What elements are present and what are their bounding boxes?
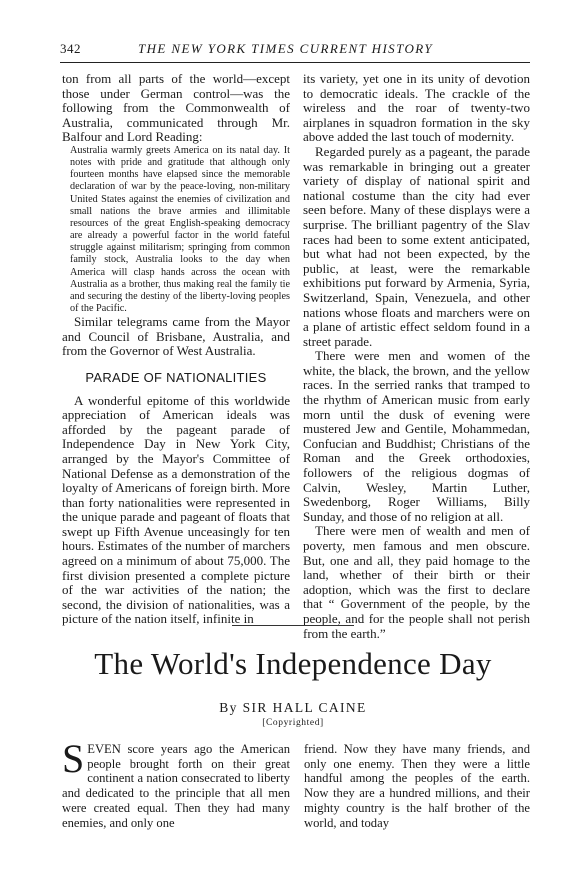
section-heading: PARADE OF NATIONALITIES [85,369,267,385]
left-paragraph-1: ton from all parts of the world—except those under German control—was the following from the Commonwealth of Australia, communicated through Mr. Balfour and Lord Reading: [62,71,290,145]
article-text-left: EVEN score years ago the American people brought forth on their great continent a nation consecrated to liberty and dedicated to the principle that all men were created equal. Then they had many enemies, and only one [62,742,290,830]
article-title: The World's Independence Day [94,646,492,681]
right-paragraph-1: its variety, yet one in its unity of devotion to democratic ideals. The crackle of the wireless and the roar of twenty-two airplanes in squadron formation in the sky above added the last touch of modernity. [303,71,530,145]
article-right-column [304,742,530,830]
right-paragraph-2: Regarded purely as a pageant, the parade was remarkable in bringing out a greater variety of display of national spirit and national costume than the city had ever seen before. Many of these displays were a surprise. The brilliant pagentry of the Slav races had been to some extent anticipated, but what had not been expected, by the public, at least, were the remarkable exhibitions put forward by Armenia, Syria, Switzerland, Spain, Venezuela, and other nations whose floats and marchers were on a plane of artistic effect seldom found in a street parade. [303,143,530,349]
article-text-right: friend. Now they have many friends, and only one enemy. Then they were a little handful among the peoples of the earth. Now they are a hundred millions, and their mighty country is the half brother of the world, and today [304,742,530,830]
page-number: 342 [60,41,81,56]
right-column [303,72,530,641]
australia-telegram-quote: Australia warmly greets America on its natal day. It notes with pride and gratitude that although only fourteen months have elapsed since the memorable declaration of war by the peace-loving, non-military United States against the enemies of civilization and small nations the brave armies and illimitable resources of the great English-speaking democracy are already a powerful factor in the world fateful struggle against militarism; springing from common family stock, Australia looks to the day when America will clasp hands across the ocean with Australia as a brother, thus making real the family tie and securing the destiny of the liberty-loving peoples of the Pacific. [70,144,290,314]
copyright-notice: [Copyrighted] [262,718,324,728]
running-head: THE NEW YORK TIMES CURRENT HISTORY [138,41,433,56]
page-header [60,40,530,63]
section-divider [232,625,354,626]
left-paragraph-2: Similar telegrams came from the Mayor and Council of Brisbane, Australia, and from the Governor of West Australia. [62,314,290,359]
right-paragraph-3: There were men and women of the white, the black, the brown, and the yellow races. In the serried ranks that tramped to the rhythm of American music from early morn until the dusk of evening were mustered Jew and Gentile, Mohammedan, Confucian and Buddhist; Christians of the Roman and the Greek orthodoxies, followers of the religious dogmas of Calvin, Wesley, Martin Luther, Swedenborg, Roger Williams, Billy Sunday, and those of no religion at all. [303,348,530,524]
article-left-column [62,736,290,830]
right-paragraph-4: There were men of wealth and men of poverty, men famous and men obscure. But, one and all, they paid homage to the land, whether of their birth or their adoption, which was the first to declare that “ Government of the people, by the people, and for the people shall not perish from the earth.” [303,523,530,641]
left-paragraph-3: A wonderful epitome of this worldwide appreciation of American ideals was afforded by the pageant parade of Independence Day in New York City, arranged by the Mayor's Committee of National Defense as a demonstration of the loyalty of Americans of foreign birth. More than forty nationalities were represented in the unique parade and pageant of floats that swept up Fifth Avenue unceasingly for ten hours. Estimates of the number of marchers agreed on a minimum of about 75,000. The first division presented a complete picture of the war activities of the nation; the second, the division of nationalities, was a picture of the nation itself, infinite in [62,392,290,627]
drop-cap: S [62,736,85,781]
article-paragraph-left [62,736,290,830]
article-byline: By SIR HALL CAINE [219,700,367,715]
left-column [62,72,290,627]
